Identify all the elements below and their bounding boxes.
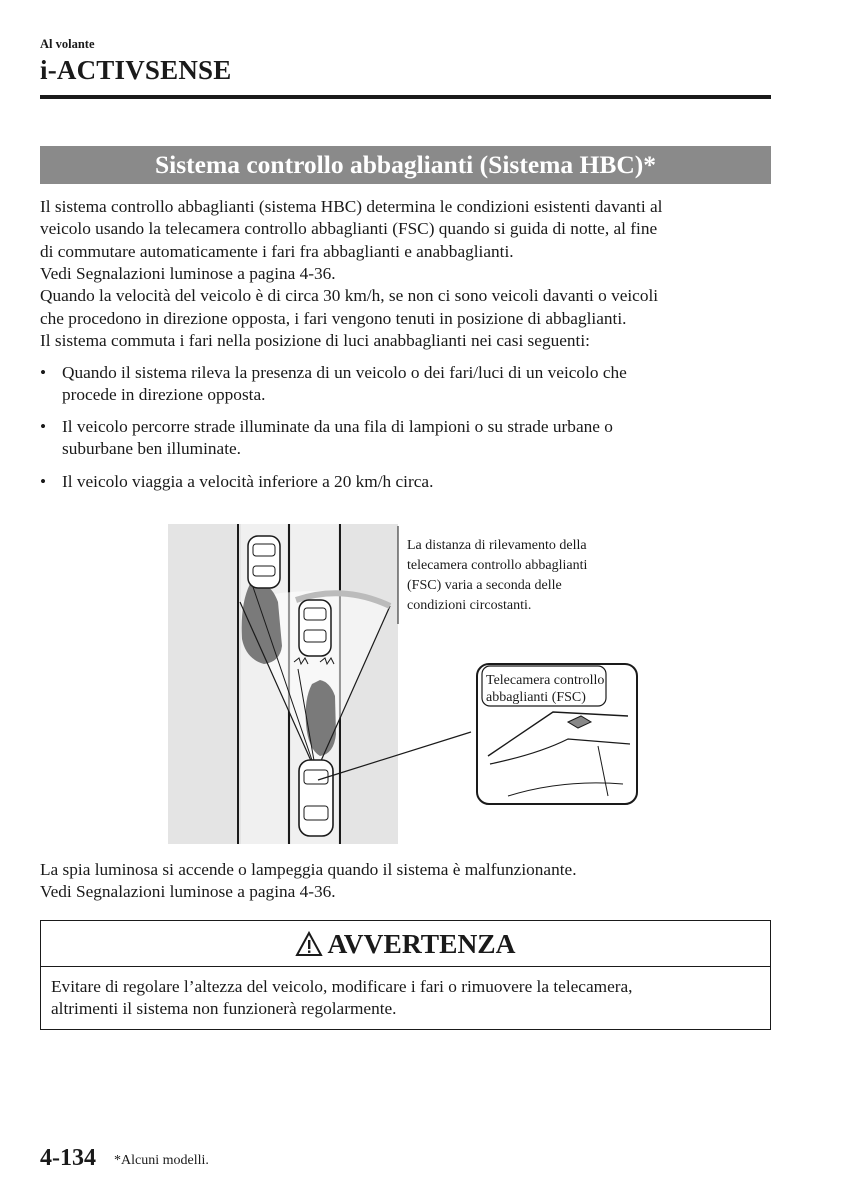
hbc-diagram: [168, 524, 648, 844]
range-caption-line: La distanza di rilevamento della: [407, 538, 587, 553]
range-caption-line: condizioni circostanti.: [407, 598, 532, 613]
windshield-camera-detail: [477, 664, 637, 804]
intro-line: Il sistema commuta i fari nella posizione di luci anabbaglianti nei casi seguenti:: [40, 331, 590, 350]
page-number: 4-134: [40, 1145, 96, 1171]
bullet-symbol: •: [40, 363, 47, 382]
after-figure-line: La spia luminosa si accende o lampeggia quando il sistema è malfunzionante.: [40, 860, 577, 879]
range-caption-line: telecamera controllo abbaglianti: [407, 558, 588, 573]
warning-line: Evitare di regolare l’altezza del veicolo, modificare i fari o rimuovere la telecamera,: [51, 977, 633, 996]
intro-line: di commutare automaticamente i fari fra abbaglianti e anabbaglianti.: [40, 242, 514, 261]
intro-line: Quando la velocità del veicolo è di circa 30 km/h, se non ci sono veicoli davanti o veicoli: [40, 286, 659, 305]
section-kicker: Al volante: [40, 37, 95, 51]
car-icon: [299, 760, 333, 836]
warning-title: AVVERTENZA: [327, 927, 516, 959]
bullet-text: [62, 416, 762, 461]
after-figure-line: Vedi Segnalazioni luminose a pagina 4-36.: [40, 882, 336, 901]
bullet-text: [62, 471, 762, 493]
warning-box: [40, 920, 771, 1030]
warning-line: altrimenti il sistema non funzionerà regolarmente.: [51, 999, 397, 1019]
camera-caption-line: Telecamera controllo: [486, 673, 605, 688]
intro-line: Vedi Segnalazioni luminose a pagina 4-36.: [40, 264, 336, 283]
bullet-item: [40, 362, 780, 408]
bullet-line: Il veicolo percorre strade illuminate da una fila di lampioni o su strade urbane o: [62, 417, 613, 436]
bullet-symbol: •: [40, 472, 47, 491]
intro-line: Il sistema controllo abbaglianti (sistema HBC) determina le condizioni esistenti davanti al: [40, 197, 663, 216]
warning-body: [51, 976, 751, 1021]
section-title-banner: Sistema controllo abbaglianti (Sistema HBC)*: [40, 146, 771, 184]
chapter-title: i-ACTIVSENSE: [40, 55, 232, 85]
bullet-line: suburbane ben illuminate.: [62, 439, 242, 459]
warning-header: [41, 921, 770, 967]
bullet-line: Il veicolo viaggia a velocità inferiore a 20 km/h circa.: [62, 472, 434, 491]
title-rule: [40, 95, 771, 99]
bullet-item: [40, 471, 780, 495]
camera-caption-line: abbaglianti (FSC): [486, 690, 586, 705]
warning-triangle-icon: [295, 931, 323, 957]
car-icon: [248, 536, 280, 588]
range-caption-line: (FSC) varia a seconda delle: [407, 578, 562, 593]
footnote: *Alcuni modelli.: [114, 1153, 209, 1168]
bullet-symbol: •: [40, 417, 47, 436]
bullet-line: procede in direzione opposta.: [62, 385, 266, 405]
intro-line: che procedono in direzione opposta, i fari vengono tenuti in posizione di abbaglianti.: [40, 309, 627, 328]
bullet-item: [40, 416, 780, 462]
intro-line: veicolo usando la telecamera controllo abbaglianti (FSC) quando si guida di notte, al fine: [40, 219, 658, 238]
bullet-line: Quando il sistema rileva la presenza di un veicolo o dei fari/luci di un veicolo che: [62, 363, 627, 382]
bullet-text: [62, 362, 762, 407]
